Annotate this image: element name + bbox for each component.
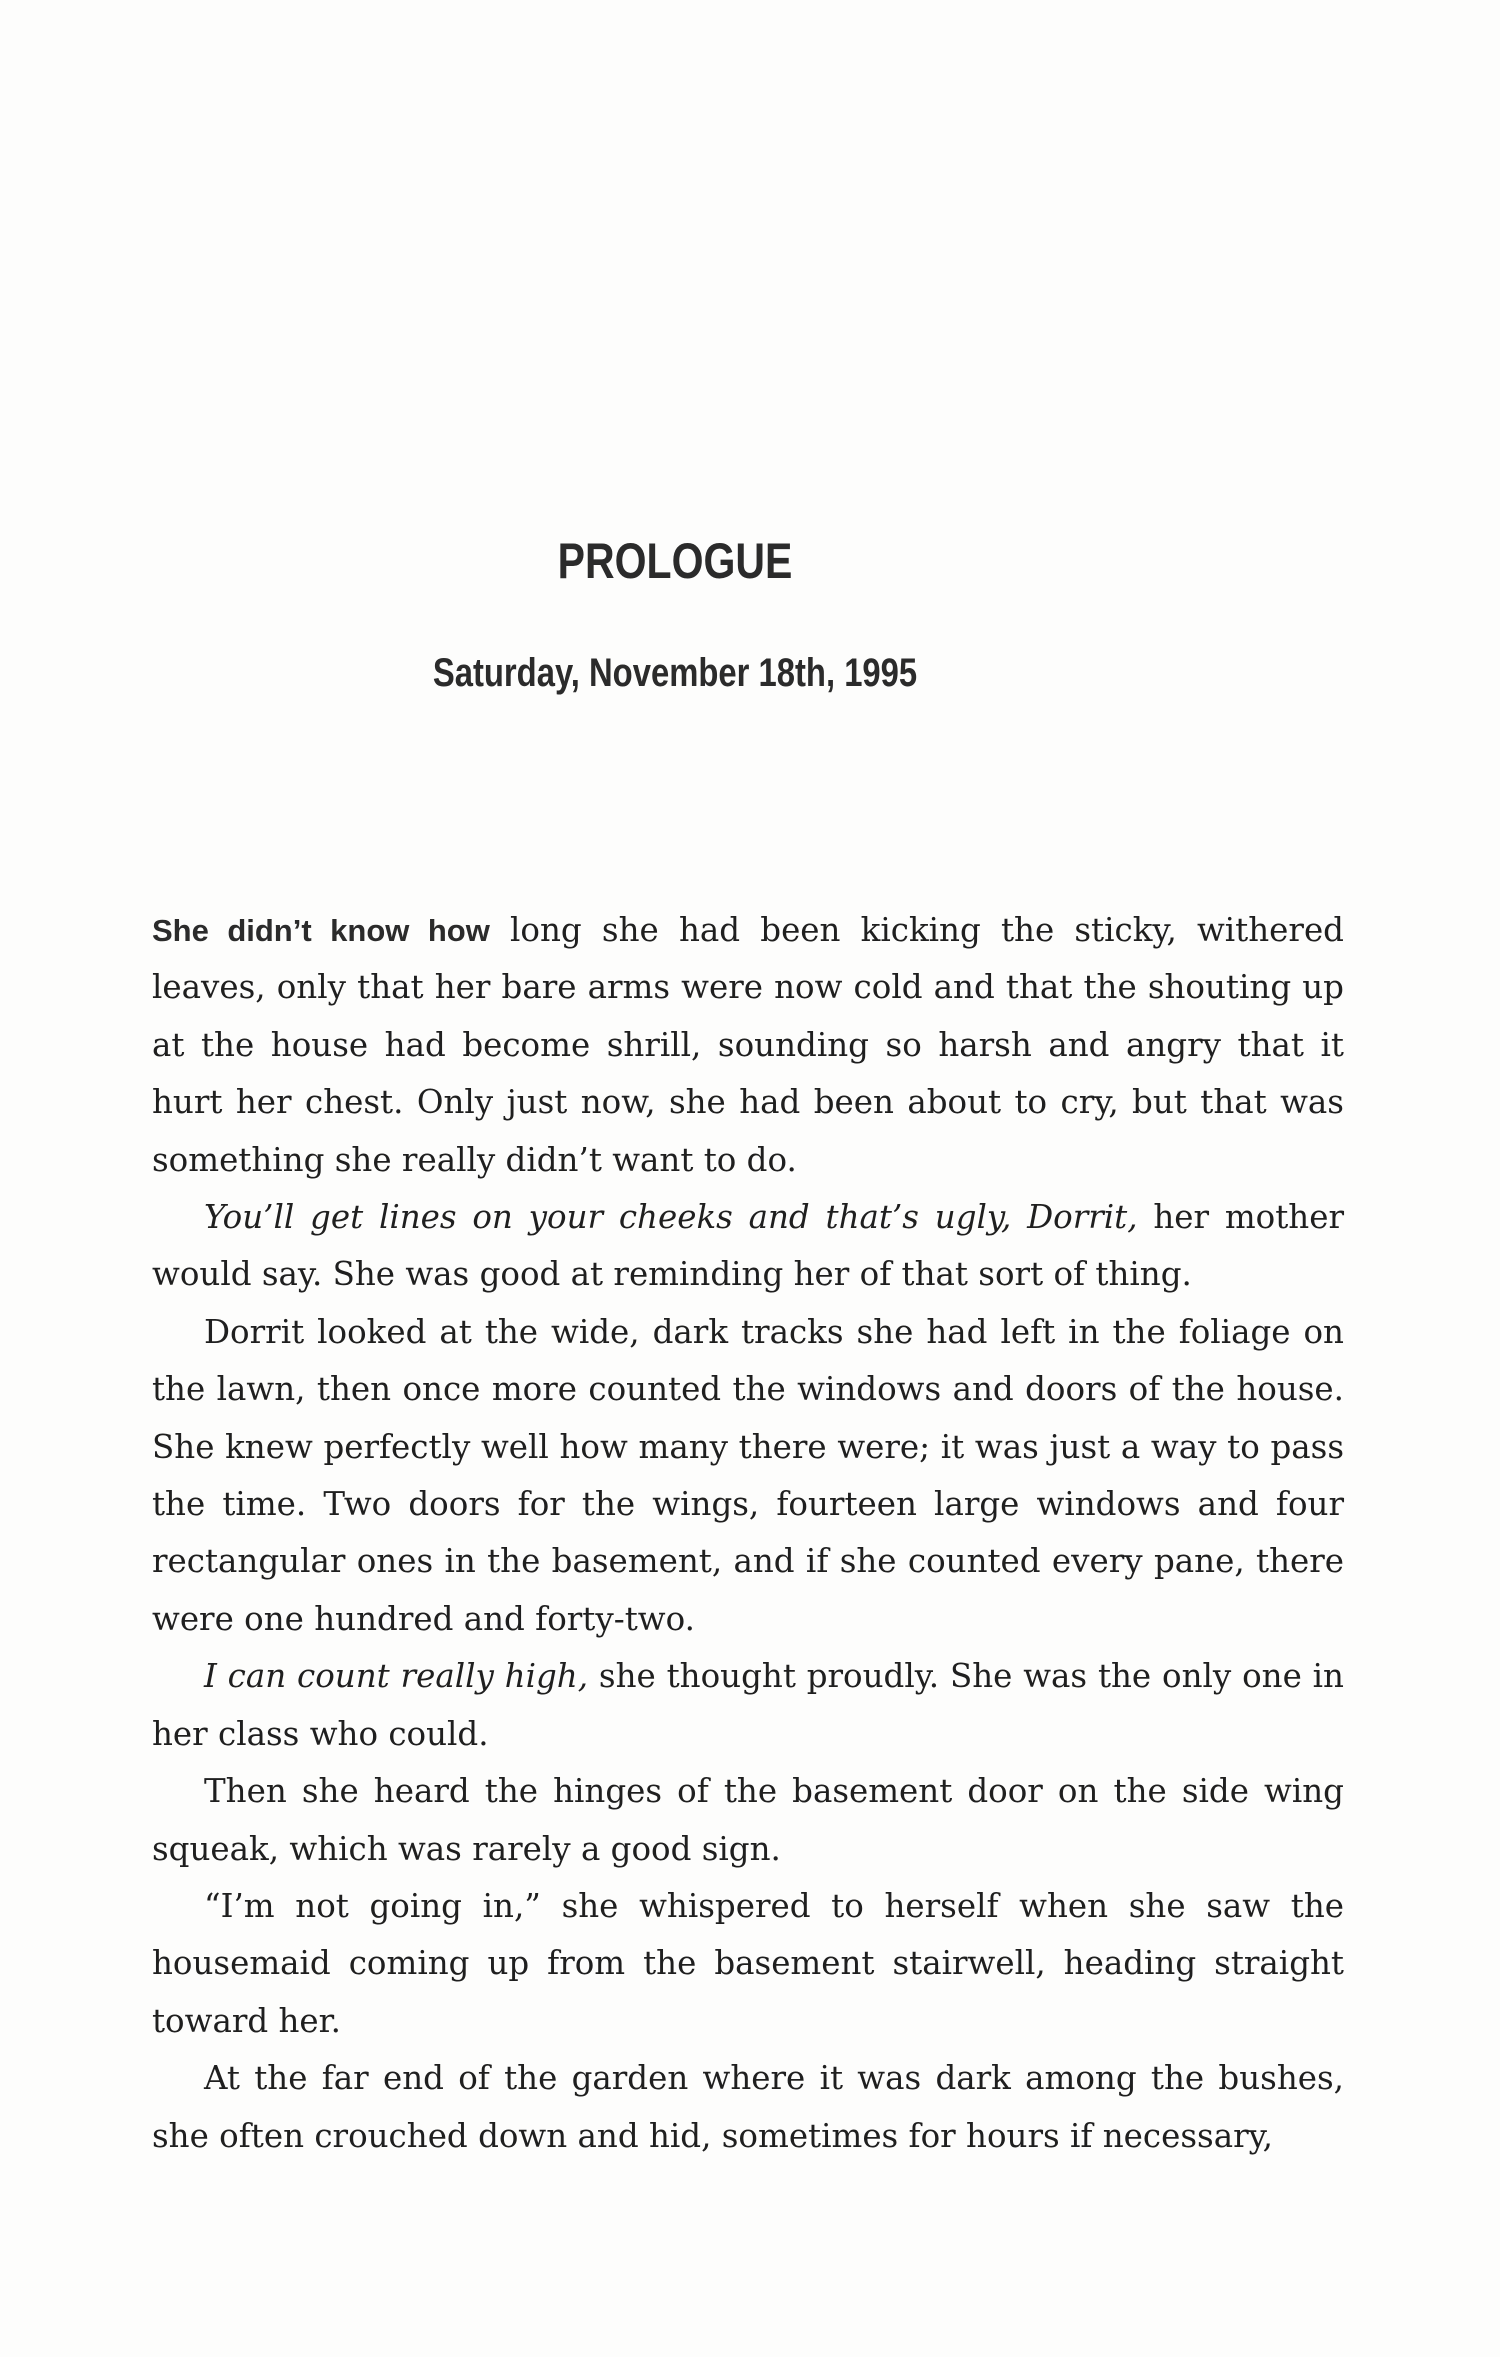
paragraph-text: her mother would say. She was good at reminding her of that sort of thing. [152, 1198, 1345, 1294]
paragraph-text: she thought proudly. She was the only one in her class who could. [152, 1657, 1344, 1753]
paragraph-7 [152, 2050, 1344, 2165]
paragraph-1 [152, 902, 1344, 1189]
paragraph-3 [152, 1304, 1344, 1648]
chapter-title: PROLOGUE [557, 533, 793, 589]
paragraph-text: long she had been kicking the sticky, withered leaves, only that her bare arms were now cold and that the shouting up at the house had become shrill, sounding so harsh and angry that it hurt her chest. Only just now, she had been about to cry, but that was something she really didn’t want to do. [152, 911, 1344, 1179]
paragraph-5 [152, 1763, 1344, 1878]
chapter-date: Saturday, November 18th, 1995 [432, 651, 918, 695]
italic-thought: I can count really high, [204, 1657, 589, 1696]
body-text [152, 902, 1344, 2165]
paragraph-6 [152, 1878, 1344, 2050]
paragraph-text: Then she heard the hinges of the basement door on the side wing squeak, which was rarely a good sign. [152, 1772, 1344, 1868]
paragraph-text: At the far end of the garden where it was dark among the bushes, she often crouched down and hid, sometimes for hours if necessary, [152, 2059, 1344, 2155]
paragraph-2 [152, 1189, 1344, 1304]
lead-in: She didn’t know how [152, 913, 490, 948]
paragraph-4 [152, 1648, 1344, 1763]
italic-quote: You’ll get lines on your cheeks and that’s ugly, Dorrit, [204, 1198, 1138, 1237]
paragraph-text: Dorrit looked at the wide, dark tracks she had left in the foliage on the lawn, then once more counted the windows and doors of the house. She knew perfectly well how many there were; it was just a way to pass the time. Two doors for the wings, fourteen large windows and four rectangular ones in the basement, and if she counted every pane, there were one hundred and forty-two. [152, 1312, 1344, 1638]
paragraph-text: “I’m not going in,” she whispered to herself when she saw the housemaid coming up from the basement stairwell, heading straight toward her. [152, 1886, 1344, 2040]
